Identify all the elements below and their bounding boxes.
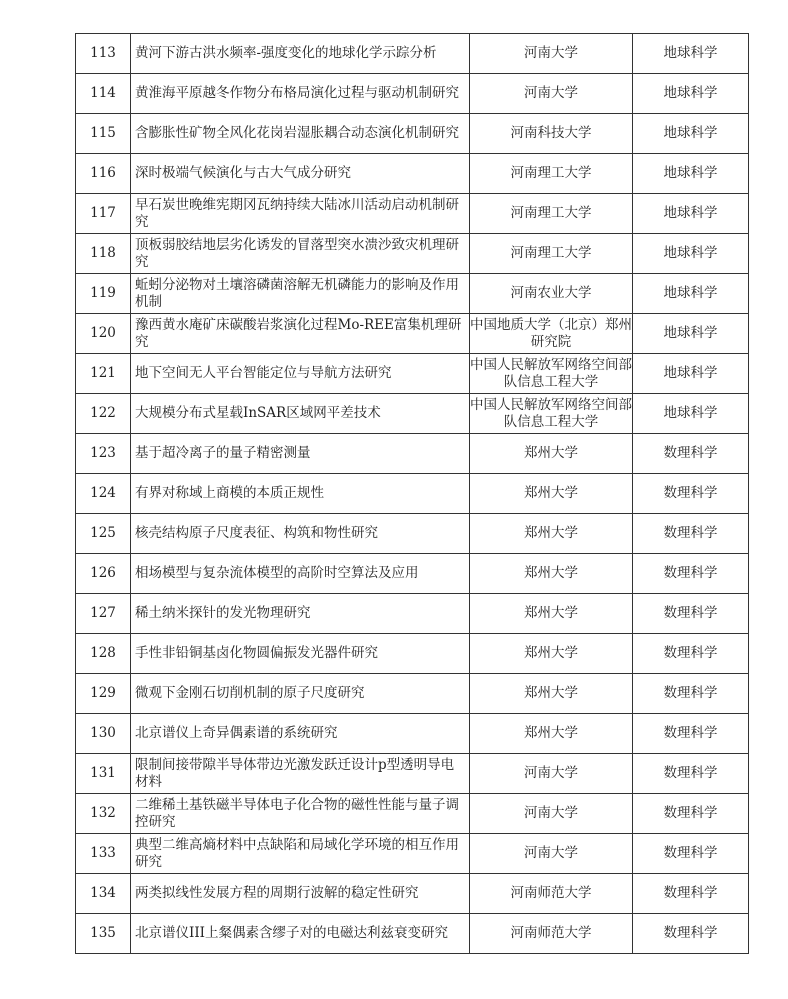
university: 郑州大学 xyxy=(470,434,633,474)
project-table xyxy=(75,33,749,954)
university: 河南师范大学 xyxy=(470,914,633,954)
project-title: 手性非铅铜基卤化物圆偏振发光器件研究 xyxy=(131,634,470,674)
discipline: 数理科学 xyxy=(633,474,749,514)
discipline: 数理科学 xyxy=(633,754,749,794)
row-number: 134 xyxy=(76,874,131,914)
discipline: 地球科学 xyxy=(633,394,749,434)
row-number: 117 xyxy=(76,194,131,234)
university: 郑州大学 xyxy=(470,594,633,634)
row-number: 120 xyxy=(76,314,131,354)
project-title: 限制间接带隙半导体带边光激发跃迁设计p型透明导电材料 xyxy=(131,754,470,794)
row-number: 125 xyxy=(76,514,131,554)
row-number: 113 xyxy=(76,34,131,74)
table-row xyxy=(76,874,749,914)
row-number: 115 xyxy=(76,114,131,154)
discipline: 地球科学 xyxy=(633,274,749,314)
discipline: 地球科学 xyxy=(633,194,749,234)
university: 河南大学 xyxy=(470,34,633,74)
table-row xyxy=(76,714,749,754)
university: 郑州大学 xyxy=(470,714,633,754)
university: 郑州大学 xyxy=(470,674,633,714)
discipline: 地球科学 xyxy=(633,154,749,194)
discipline: 数理科学 xyxy=(633,634,749,674)
project-title: 二维稀土基铁磁半导体电子化合物的磁性性能与量子调控研究 xyxy=(131,794,470,834)
university: 中国人民解放军网络空间部队信息工程大学 xyxy=(470,354,633,394)
row-number: 135 xyxy=(76,914,131,954)
discipline: 数理科学 xyxy=(633,514,749,554)
row-number: 124 xyxy=(76,474,131,514)
university: 郑州大学 xyxy=(470,474,633,514)
row-number: 126 xyxy=(76,554,131,594)
table-row xyxy=(76,674,749,714)
university: 郑州大学 xyxy=(470,634,633,674)
discipline: 数理科学 xyxy=(633,794,749,834)
table-body xyxy=(76,34,749,954)
discipline: 数理科学 xyxy=(633,594,749,634)
discipline: 数理科学 xyxy=(633,434,749,474)
table-row xyxy=(76,274,749,314)
table-row xyxy=(76,234,749,274)
table-row xyxy=(76,354,749,394)
project-title: 黄淮海平原越冬作物分布格局演化过程与驱动机制研究 xyxy=(131,74,470,114)
project-title: 深时极端气候演化与古大气成分研究 xyxy=(131,154,470,194)
table-row xyxy=(76,434,749,474)
university: 河南师范大学 xyxy=(470,874,633,914)
row-number: 114 xyxy=(76,74,131,114)
row-number: 116 xyxy=(76,154,131,194)
discipline: 数理科学 xyxy=(633,674,749,714)
project-title: 蚯蚓分泌物对土壤溶磷菌溶解无机磷能力的影响及作用机制 xyxy=(131,274,470,314)
row-number: 123 xyxy=(76,434,131,474)
discipline: 地球科学 xyxy=(633,354,749,394)
discipline: 地球科学 xyxy=(633,314,749,354)
university: 中国地质大学（北京）郑州研究院 xyxy=(470,314,633,354)
table-row xyxy=(76,914,749,954)
university: 中国人民解放军网络空间部队信息工程大学 xyxy=(470,394,633,434)
table-row xyxy=(76,394,749,434)
row-number: 130 xyxy=(76,714,131,754)
project-title: 早石炭世晚维宪期冈瓦纳持续大陆冰川活动启动机制研究 xyxy=(131,194,470,234)
project-title: 核壳结构原子尺度表征、构筑和物性研究 xyxy=(131,514,470,554)
university: 河南大学 xyxy=(470,834,633,874)
project-title: 豫西黄水庵矿床碳酸岩浆演化过程Mo-REE富集机理研究 xyxy=(131,314,470,354)
university: 河南大学 xyxy=(470,754,633,794)
row-number: 119 xyxy=(76,274,131,314)
row-number: 133 xyxy=(76,834,131,874)
table-row xyxy=(76,794,749,834)
row-number: 131 xyxy=(76,754,131,794)
row-number: 122 xyxy=(76,394,131,434)
table-row xyxy=(76,314,749,354)
table-row xyxy=(76,634,749,674)
table-row xyxy=(76,594,749,634)
project-title: 含膨胀性矿物全风化花岗岩湿胀耦合动态演化机制研究 xyxy=(131,114,470,154)
row-number: 127 xyxy=(76,594,131,634)
university: 河南大学 xyxy=(470,794,633,834)
discipline: 地球科学 xyxy=(633,114,749,154)
discipline: 地球科学 xyxy=(633,74,749,114)
project-title: 黄河下游古洪水频率-强度变化的地球化学示踪分析 xyxy=(131,34,470,74)
university: 郑州大学 xyxy=(470,514,633,554)
row-number: 128 xyxy=(76,634,131,674)
row-number: 129 xyxy=(76,674,131,714)
discipline: 数理科学 xyxy=(633,714,749,754)
table-row xyxy=(76,474,749,514)
table-row xyxy=(76,34,749,74)
table-row xyxy=(76,114,749,154)
discipline: 数理科学 xyxy=(633,914,749,954)
discipline: 地球科学 xyxy=(633,34,749,74)
university: 河南理工大学 xyxy=(470,234,633,274)
university: 河南理工大学 xyxy=(470,154,633,194)
university: 河南大学 xyxy=(470,74,633,114)
project-title: 北京谱仪III上粲偶素含缪子对的电磁达利兹衰变研究 xyxy=(131,914,470,954)
table-row xyxy=(76,514,749,554)
table-row xyxy=(76,194,749,234)
project-title: 北京谱仪上奇异偶素谱的系统研究 xyxy=(131,714,470,754)
table-row xyxy=(76,154,749,194)
row-number: 118 xyxy=(76,234,131,274)
university: 郑州大学 xyxy=(470,554,633,594)
project-title: 稀土纳米探针的发光物理研究 xyxy=(131,594,470,634)
discipline: 地球科学 xyxy=(633,234,749,274)
row-number: 121 xyxy=(76,354,131,394)
project-title: 大规模分布式星载InSAR区域网平差技术 xyxy=(131,394,470,434)
project-title: 典型二维高熵材料中点缺陷和局域化学环境的相互作用研究 xyxy=(131,834,470,874)
table-row xyxy=(76,834,749,874)
discipline: 数理科学 xyxy=(633,834,749,874)
table-row xyxy=(76,74,749,114)
university: 河南农业大学 xyxy=(470,274,633,314)
discipline: 数理科学 xyxy=(633,874,749,914)
project-title: 相场模型与复杂流体模型的高阶时空算法及应用 xyxy=(131,554,470,594)
project-title: 基于超冷离子的量子精密测量 xyxy=(131,434,470,474)
table-row xyxy=(76,554,749,594)
project-title: 两类拟线性发展方程的周期行波解的稳定性研究 xyxy=(131,874,470,914)
university: 河南理工大学 xyxy=(470,194,633,234)
project-title: 地下空间无人平台智能定位与导航方法研究 xyxy=(131,354,470,394)
discipline: 数理科学 xyxy=(633,554,749,594)
project-title: 有界对称域上商模的本质正规性 xyxy=(131,474,470,514)
row-number: 132 xyxy=(76,794,131,834)
table-row xyxy=(76,754,749,794)
university: 河南科技大学 xyxy=(470,114,633,154)
project-title: 顶板弱胶结地层劣化诱发的冒落型突水溃沙致灾机理研究 xyxy=(131,234,470,274)
project-title: 微观下金刚石切削机制的原子尺度研究 xyxy=(131,674,470,714)
